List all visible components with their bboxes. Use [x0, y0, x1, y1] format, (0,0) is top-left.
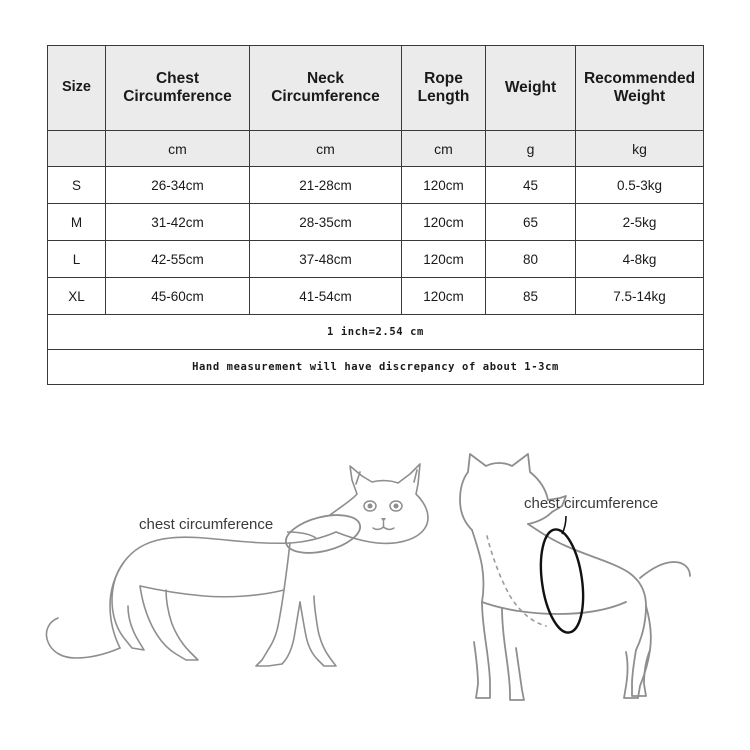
- dog-chest-label: chest circumference: [524, 495, 659, 512]
- cat-chest-circumference-loop: [282, 508, 364, 559]
- cell-chest: 42-55cm: [106, 241, 250, 278]
- cell-rope: 120cm: [402, 204, 486, 241]
- table-body: [48, 167, 704, 385]
- note-hand-measurement: Hand measurement will have discrepancy of about 1-3cm: [48, 350, 704, 385]
- header-weight: Weight: [486, 46, 576, 131]
- header-neck-circumference: Neck Circumference: [250, 46, 402, 131]
- header-recommended-weight: Recommended Weight: [576, 46, 704, 131]
- unit-neck: cm: [250, 131, 402, 167]
- cat-face: [364, 501, 402, 529]
- table-note-row: [48, 350, 704, 385]
- size-chart-table-wrapper: [47, 45, 703, 385]
- cell-rope: 120cm: [402, 278, 486, 315]
- header-chest-circumference: Chest Circumference: [106, 46, 250, 131]
- cell-chest: 45-60cm: [106, 278, 250, 315]
- dog-chest-circumference-loop: [535, 527, 589, 636]
- table-row: [48, 204, 704, 241]
- cell-weight: 65: [486, 204, 576, 241]
- cat-illustration: [46, 464, 428, 666]
- cell-neck: 41-54cm: [250, 278, 402, 315]
- unit-weight: g: [486, 131, 576, 167]
- table-row: [48, 241, 704, 278]
- table-unit-row: [48, 131, 704, 167]
- table-row: [48, 278, 704, 315]
- unit-rope: cm: [402, 131, 486, 167]
- table-note-row: [48, 315, 704, 350]
- dog-illustration: [460, 454, 690, 700]
- cell-neck: 21-28cm: [250, 167, 402, 204]
- cell-chest: 31-42cm: [106, 204, 250, 241]
- unit-size: [48, 131, 106, 167]
- cell-recommended-weight: 0.5-3kg: [576, 167, 704, 204]
- cell-neck: 37-48cm: [250, 241, 402, 278]
- header-rope-length: Rope Length: [402, 46, 486, 131]
- cell-weight: 45: [486, 167, 576, 204]
- cell-weight: 80: [486, 241, 576, 278]
- cell-neck: 28-35cm: [250, 204, 402, 241]
- cell-chest: 26-34cm: [106, 167, 250, 204]
- dog-label-leader-line: [562, 516, 566, 534]
- cat-label-leader-line: [287, 532, 316, 538]
- header-size: Size: [48, 46, 106, 131]
- cell-rope: 120cm: [402, 167, 486, 204]
- illustration-area: [0, 410, 750, 750]
- cell-recommended-weight: 2-5kg: [576, 204, 704, 241]
- unit-recommended-weight: kg: [576, 131, 704, 167]
- cell-size: XL: [48, 278, 106, 315]
- cell-recommended-weight: 4-8kg: [576, 241, 704, 278]
- table-row: [48, 167, 704, 204]
- cat-chest-label: chest circumference: [139, 516, 274, 533]
- unit-chest: cm: [106, 131, 250, 167]
- size-chart-table: [47, 45, 704, 385]
- cell-size: S: [48, 167, 106, 204]
- cell-rope: 120cm: [402, 241, 486, 278]
- cell-size: M: [48, 204, 106, 241]
- table-header-row: [48, 46, 704, 131]
- table-header: [48, 46, 704, 167]
- cell-recommended-weight: 7.5-14kg: [576, 278, 704, 315]
- cell-size: L: [48, 241, 106, 278]
- cell-weight: 85: [486, 278, 576, 315]
- note-inch-conversion: 1 inch=2.54 cm: [48, 315, 704, 350]
